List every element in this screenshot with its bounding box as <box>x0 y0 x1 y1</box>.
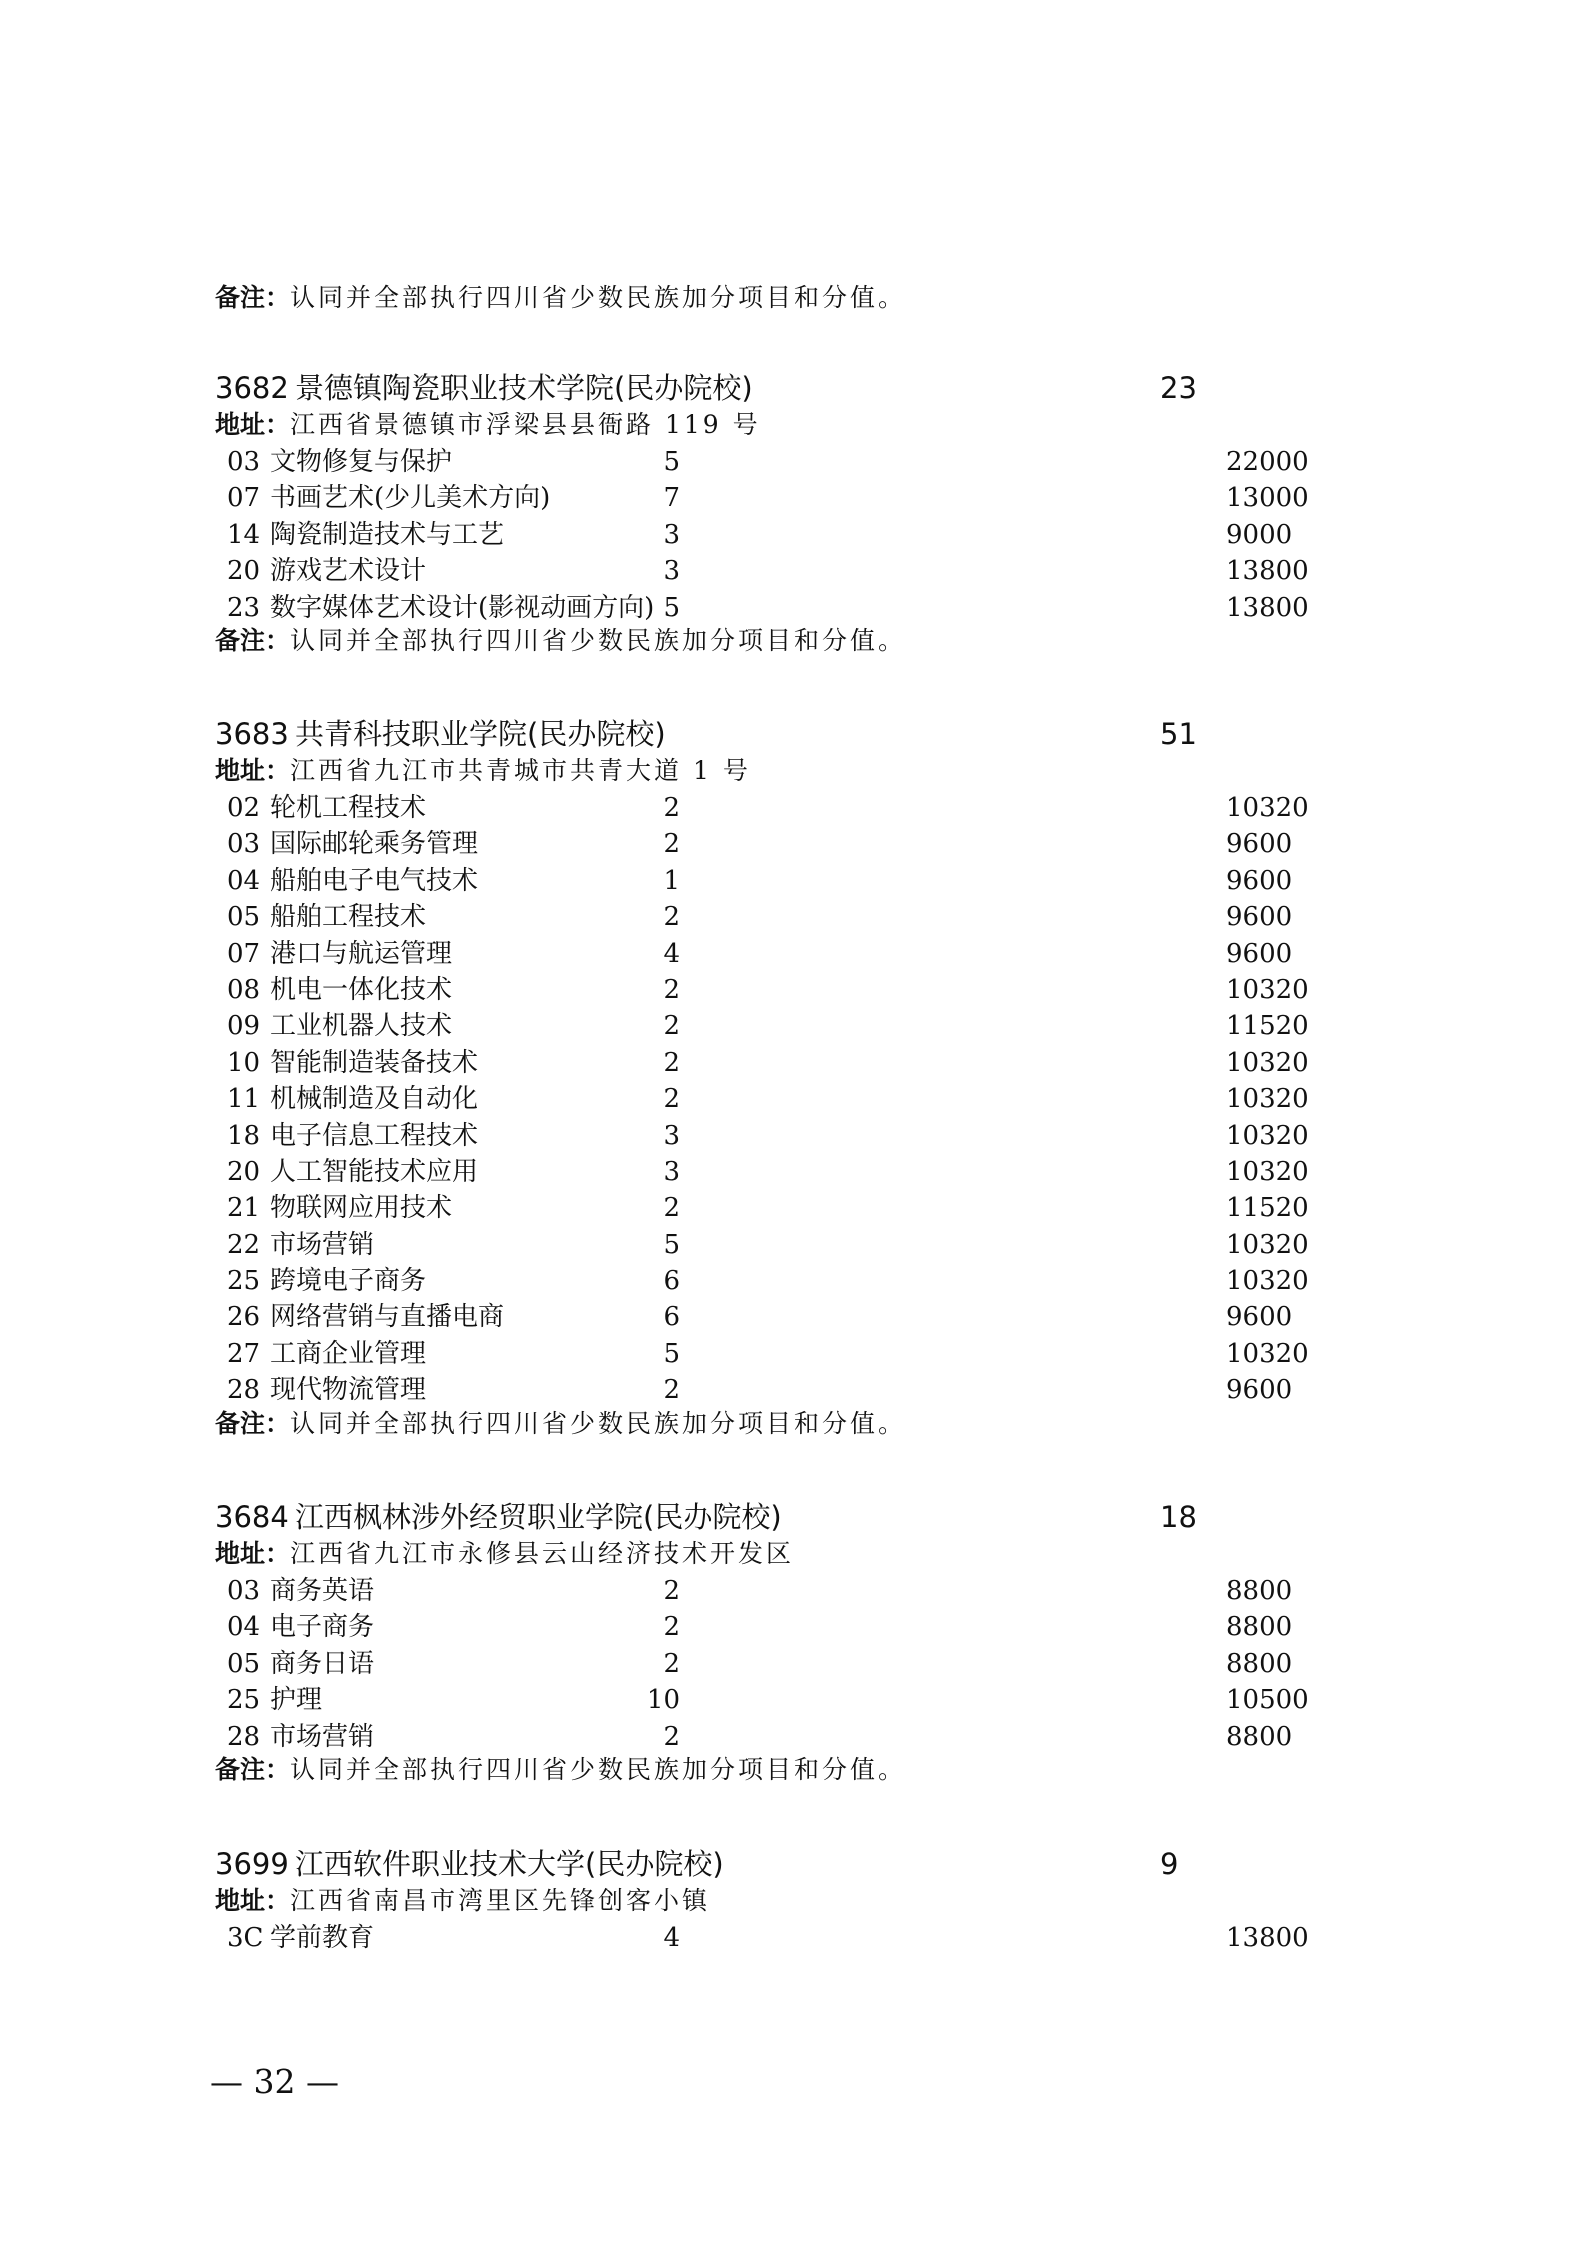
program-row <box>215 1719 1315 1755</box>
program-count: 2 <box>663 902 680 933</box>
program-fee: 10320 <box>1226 1229 1309 1260</box>
program-name: 文物修复与保护 <box>270 447 453 477</box>
note-text: 认同并全部执行四川省少数民族加分项目和分值。 <box>290 283 907 312</box>
program-row <box>215 1118 1315 1154</box>
program-fee: 10320 <box>1226 1338 1309 1369</box>
program-fee: 10320 <box>1226 1084 1309 1115</box>
program-count: 3 <box>663 556 680 587</box>
program-fee: 22000 <box>1226 447 1309 477</box>
school-header <box>215 714 1315 754</box>
program-row <box>215 1227 1315 1263</box>
program-row <box>215 480 1315 516</box>
program-code: 26 <box>227 1302 261 1333</box>
program-code: 05 <box>227 902 261 933</box>
school-code: 3682 <box>215 371 289 405</box>
school-total: 18 <box>1160 1500 1197 1534</box>
program-fee: 9000 <box>1226 519 1293 550</box>
program-row <box>215 590 1315 626</box>
program-code: 09 <box>227 1011 261 1042</box>
program-fee: 9600 <box>1226 902 1293 933</box>
program-name: 现代物流管理 <box>270 1375 427 1406</box>
program-row <box>215 899 1315 935</box>
program-code: 14 <box>227 519 261 550</box>
note-text: 认同并全部执行四川省少数民族加分项目和分值。 <box>290 1754 907 1784</box>
program-name: 机电一体化技术 <box>270 974 453 1005</box>
program-count: 6 <box>663 1266 680 1297</box>
program-count: 5 <box>663 1229 680 1260</box>
school-note <box>215 626 1315 656</box>
school-block <box>215 1844 1315 1956</box>
program-fee: 13800 <box>1226 592 1309 623</box>
program-list <box>215 444 1315 626</box>
program-count: 3 <box>663 519 680 550</box>
program-fee: 8800 <box>1226 1612 1293 1643</box>
program-code: 07 <box>227 938 261 969</box>
program-name: 数字媒体艺术设计(影视动画方向) <box>270 592 655 623</box>
program-row <box>215 1081 1315 1117</box>
program-code: 03 <box>227 1576 261 1606</box>
program-count: 2 <box>663 829 680 860</box>
program-name: 陶瓷制造技术与工艺 <box>270 519 505 550</box>
program-count: 2 <box>663 1612 680 1643</box>
program-name: 国际邮轮乘务管理 <box>270 829 479 860</box>
program-code: 3C <box>227 1923 264 1953</box>
program-name: 商务英语 <box>270 1576 375 1606</box>
program-count: 3 <box>663 1120 680 1151</box>
program-count: 4 <box>663 938 680 969</box>
program-code: 03 <box>227 829 261 860</box>
program-row <box>215 1263 1315 1299</box>
program-name: 机械制造及自动化 <box>270 1084 479 1115</box>
program-count: 5 <box>663 592 680 623</box>
program-name: 商务日语 <box>270 1648 375 1679</box>
program-fee: 8800 <box>1226 1648 1293 1679</box>
note-label: 备注： <box>215 283 291 312</box>
program-row <box>215 1573 1315 1609</box>
program-fee: 13000 <box>1226 483 1309 514</box>
program-code: 21 <box>227 1193 261 1224</box>
program-code: 23 <box>227 592 261 623</box>
program-count: 1 <box>663 865 680 896</box>
program-row <box>215 517 1315 553</box>
program-name: 游戏艺术设计 <box>270 556 427 587</box>
school-name: 共青科技职业学院(民办院校) <box>295 717 666 751</box>
program-row <box>215 826 1315 862</box>
program-row <box>215 1336 1315 1372</box>
page-number: — 32 — <box>210 2062 339 2101</box>
note-text: 认同并全部执行四川省少数民族加分项目和分值。 <box>290 1408 907 1438</box>
program-fee: 9600 <box>1226 938 1293 969</box>
program-count: 2 <box>663 1721 680 1752</box>
school-header <box>215 1844 1315 1884</box>
program-name: 智能制造装备技术 <box>270 1047 479 1078</box>
address-label: 地址： <box>215 410 291 439</box>
program-name: 轮机工程技术 <box>270 793 427 823</box>
program-fee: 9600 <box>1226 1375 1293 1406</box>
program-row <box>215 972 1315 1008</box>
program-code: 11 <box>227 1084 261 1115</box>
note-label: 备注： <box>215 625 291 655</box>
program-code: 25 <box>227 1266 261 1297</box>
program-name: 电子商务 <box>270 1612 375 1643</box>
program-code: 02 <box>227 793 261 823</box>
program-code: 28 <box>227 1721 261 1752</box>
program-count: 5 <box>663 447 680 477</box>
program-code: 25 <box>227 1685 261 1716</box>
school-code: 3699 <box>215 1847 289 1881</box>
program-row <box>215 553 1315 589</box>
program-code: 10 <box>227 1047 261 1078</box>
program-row <box>215 863 1315 899</box>
program-row <box>215 444 1315 480</box>
school-name: 江西软件职业技术大学(民办院校) <box>295 1847 724 1881</box>
program-list <box>215 1920 1315 1956</box>
program-name: 船舶电子电气技术 <box>270 865 479 896</box>
program-count: 2 <box>663 1375 680 1406</box>
program-name: 工商企业管理 <box>270 1338 427 1369</box>
program-name: 网络营销与直播电商 <box>270 1302 505 1333</box>
program-list <box>215 1573 1315 1755</box>
program-name: 物联网应用技术 <box>270 1193 453 1224</box>
school-code: 3683 <box>215 717 289 751</box>
program-fee: 13800 <box>1226 1923 1309 1953</box>
program-code: 05 <box>227 1648 261 1679</box>
program-code: 08 <box>227 974 261 1005</box>
address-label: 地址： <box>215 1539 291 1568</box>
program-fee: 8800 <box>1226 1576 1293 1606</box>
program-row <box>215 1609 1315 1645</box>
school-header <box>215 368 1315 408</box>
program-fee: 10320 <box>1226 1266 1309 1297</box>
program-fee: 10500 <box>1226 1685 1309 1716</box>
program-name: 港口与航运管理 <box>270 938 453 969</box>
program-fee: 9600 <box>1226 865 1293 896</box>
school-block <box>215 368 1315 656</box>
school-block <box>215 1497 1315 1785</box>
program-code: 18 <box>227 1120 261 1151</box>
program-count: 6 <box>663 1302 680 1333</box>
program-name: 跨境电子商务 <box>270 1266 427 1297</box>
program-code: 03 <box>227 447 261 477</box>
school-code: 3684 <box>215 1500 289 1534</box>
school-block <box>215 714 1315 1439</box>
program-count: 2 <box>663 1011 680 1042</box>
address-text: 江西省景德镇市浮梁县县衙路 119 号 <box>290 410 761 439</box>
program-row <box>215 1190 1315 1226</box>
program-name: 学前教育 <box>270 1923 375 1953</box>
program-count: 2 <box>663 1576 680 1606</box>
program-row <box>215 1920 1315 1956</box>
program-fee: 9600 <box>1226 829 1293 860</box>
note-label: 备注： <box>215 1754 291 1784</box>
school-address <box>215 408 1315 444</box>
program-row <box>215 1008 1315 1044</box>
program-count: 2 <box>663 1084 680 1115</box>
program-row <box>215 936 1315 972</box>
school-address <box>215 1884 1315 1920</box>
program-row <box>215 1154 1315 1190</box>
program-count: 2 <box>663 793 680 823</box>
program-count: 2 <box>663 1648 680 1679</box>
program-fee: 10320 <box>1226 793 1309 823</box>
program-count: 5 <box>663 1338 680 1369</box>
program-fee: 10320 <box>1226 1156 1309 1187</box>
school-name: 景德镇陶瓷职业技术学院(民办院校) <box>295 371 753 405</box>
program-row <box>215 1299 1315 1335</box>
school-header <box>215 1497 1315 1537</box>
program-row <box>215 1045 1315 1081</box>
address-text: 江西省九江市永修县云山经济技术开发区 <box>290 1539 795 1568</box>
school-name: 江西枫林涉外经贸职业学院(民办院校) <box>295 1500 782 1534</box>
program-row <box>215 1372 1315 1408</box>
school-total: 9 <box>1160 1847 1179 1881</box>
address-label: 地址： <box>215 1886 291 1915</box>
program-code: 22 <box>227 1229 261 1260</box>
program-name: 工业机器人技术 <box>270 1011 453 1042</box>
program-name: 电子信息工程技术 <box>270 1120 479 1151</box>
program-fee: 8800 <box>1226 1721 1293 1752</box>
program-row <box>215 1646 1315 1682</box>
program-row <box>215 790 1315 826</box>
program-fee: 13800 <box>1226 556 1309 587</box>
program-code: 20 <box>227 556 261 587</box>
program-fee: 11520 <box>1226 1193 1309 1224</box>
address-text: 江西省九江市共青城市共青大道 1 号 <box>290 756 751 785</box>
program-fee: 10320 <box>1226 1047 1309 1078</box>
program-code: 27 <box>227 1338 261 1369</box>
program-code: 07 <box>227 483 261 514</box>
top-note <box>215 283 906 313</box>
program-fee: 10320 <box>1226 974 1309 1005</box>
school-note <box>215 1409 1315 1439</box>
program-fee: 11520 <box>1226 1011 1309 1042</box>
school-address <box>215 754 1315 790</box>
program-name: 船舶工程技术 <box>270 902 427 933</box>
school-total: 23 <box>1160 371 1197 405</box>
note-label: 备注： <box>215 1408 291 1438</box>
program-code: 04 <box>227 1612 261 1643</box>
program-code: 20 <box>227 1156 261 1187</box>
program-count: 3 <box>663 1156 680 1187</box>
program-code: 04 <box>227 865 261 896</box>
program-fee: 10320 <box>1226 1120 1309 1151</box>
school-total: 51 <box>1160 717 1197 751</box>
program-count: 2 <box>663 1047 680 1078</box>
program-name: 人工智能技术应用 <box>270 1156 479 1187</box>
program-name: 市场营销 <box>270 1721 375 1752</box>
program-count: 10 <box>646 1685 680 1716</box>
program-fee: 9600 <box>1226 1302 1293 1333</box>
program-count: 2 <box>663 974 680 1005</box>
program-name: 市场营销 <box>270 1229 375 1260</box>
program-count: 7 <box>663 483 680 514</box>
program-name: 书画艺术(少儿美术方向) <box>270 483 551 514</box>
school-address <box>215 1537 1315 1573</box>
program-count: 2 <box>663 1193 680 1224</box>
school-note <box>215 1755 1315 1785</box>
program-name: 护理 <box>270 1685 323 1716</box>
program-code: 28 <box>227 1375 261 1406</box>
note-text: 认同并全部执行四川省少数民族加分项目和分值。 <box>290 625 907 655</box>
address-text: 江西省南昌市湾里区先锋创客小镇 <box>290 1886 711 1915</box>
program-count: 4 <box>663 1923 680 1953</box>
address-label: 地址： <box>215 756 291 785</box>
program-row <box>215 1682 1315 1718</box>
program-list <box>215 790 1315 1409</box>
